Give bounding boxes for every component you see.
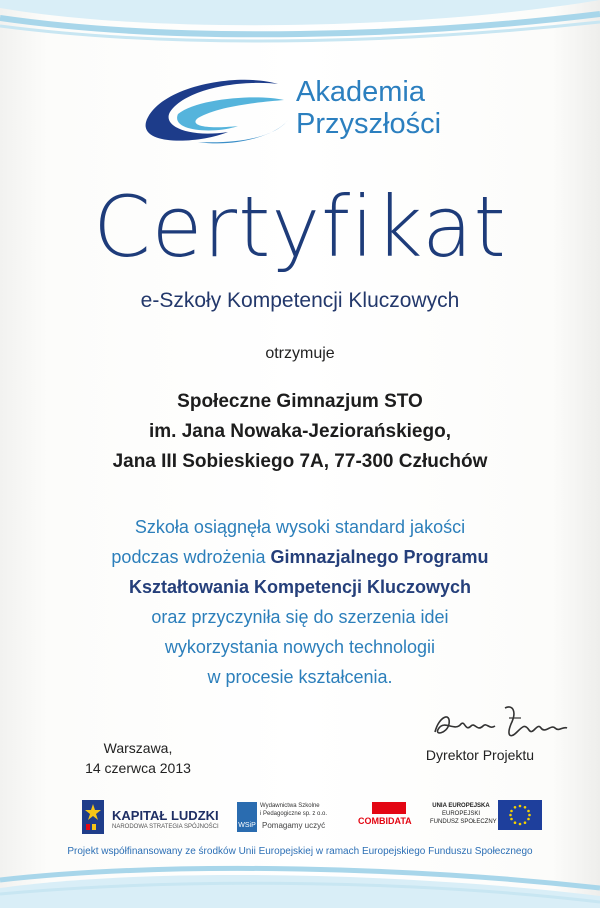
eu-flag-icon xyxy=(498,800,542,830)
body-line-6: w procesie kształcenia. xyxy=(207,667,393,687)
partner-logos xyxy=(80,796,540,840)
akademia-logo xyxy=(138,72,468,152)
kapital-ludzki-name: KAPITAŁ LUDZKI xyxy=(112,808,219,823)
body-line-1: Szkoła osiągnęła wysoki standard jakości xyxy=(134,517,466,537)
handwritten-signature xyxy=(425,702,575,746)
body-line-3 xyxy=(0,572,600,602)
logo-line-2: Przyszłości xyxy=(296,108,442,140)
recipient-block xyxy=(0,387,600,477)
body-line-2-pre: podczas wdrożenia xyxy=(111,547,271,567)
kapital-ludzki-star-icon xyxy=(80,796,106,840)
combidata-logo xyxy=(358,802,410,828)
body-line-4: oraz przyczyniła się do szerzenia idei xyxy=(151,607,449,627)
wsip-logo-icon xyxy=(237,802,257,832)
receives-label: otrzymuje xyxy=(265,345,335,362)
ue-name-line-1: UNIA EUROPEJSKA xyxy=(432,803,490,809)
certificate-subtitle: e-Szkoły Kompetencji Kluczowych xyxy=(140,289,460,312)
recipient-line-1: Społeczne Gimnazjum STO xyxy=(177,391,423,412)
certificate-title: Certyfikat xyxy=(93,178,507,276)
ue-name-line-2: EUROPEJSKI xyxy=(441,811,480,817)
director-title: Dyrektor Projektu xyxy=(425,747,535,763)
logo-line-1: Akademia xyxy=(296,76,425,108)
wsip-name-line-1: Wydawnictwa Szkolne xyxy=(260,803,320,809)
combidata-name: COMBIDATA xyxy=(358,816,412,826)
wsip-name-line-2: i Pedagogiczne sp. z o.o. xyxy=(260,811,328,817)
body-line-5: wykorzystania nowych technologii xyxy=(164,637,436,657)
certificate-body xyxy=(0,512,600,692)
date: 14 czerwca 2013 xyxy=(85,760,191,776)
akademia-swirl-icon xyxy=(138,72,288,150)
recipient-line-2: im. Jana Nowaka-Jeziorańskiego, xyxy=(148,421,451,442)
funding-footer: Projekt współfinansowany ze środków Unii Europejskiej w ramach Europejskiego Funduszu Społecznego xyxy=(67,846,533,857)
top-wave-decoration xyxy=(0,0,600,70)
program-name-part-2: Kształtowania Kompetencji Kluczowych xyxy=(128,577,472,597)
ue-name-line-3: FUNDUSZ SPOŁECZNY xyxy=(430,819,497,825)
wsip-slogan: Pomagamy uczyć xyxy=(262,821,326,830)
place-and-date xyxy=(78,738,198,778)
program-name-part-1: Gimnazjalnego Programu xyxy=(270,547,489,567)
bottom-wave-decoration xyxy=(0,848,600,908)
kapital-ludzki-subtitle: NARODOWA STRATEGIA SPÓJNOŚCI xyxy=(112,824,219,830)
place: Warszawa, xyxy=(103,740,173,756)
akademia-logo-text xyxy=(296,76,441,140)
recipient-line-3: Jana III Sobieskiego 7A, 77-300 Człuchów xyxy=(112,451,488,472)
ue-name xyxy=(430,802,497,846)
wsip-logo-label: WSiP xyxy=(238,822,256,829)
body-line-2 xyxy=(0,542,600,572)
